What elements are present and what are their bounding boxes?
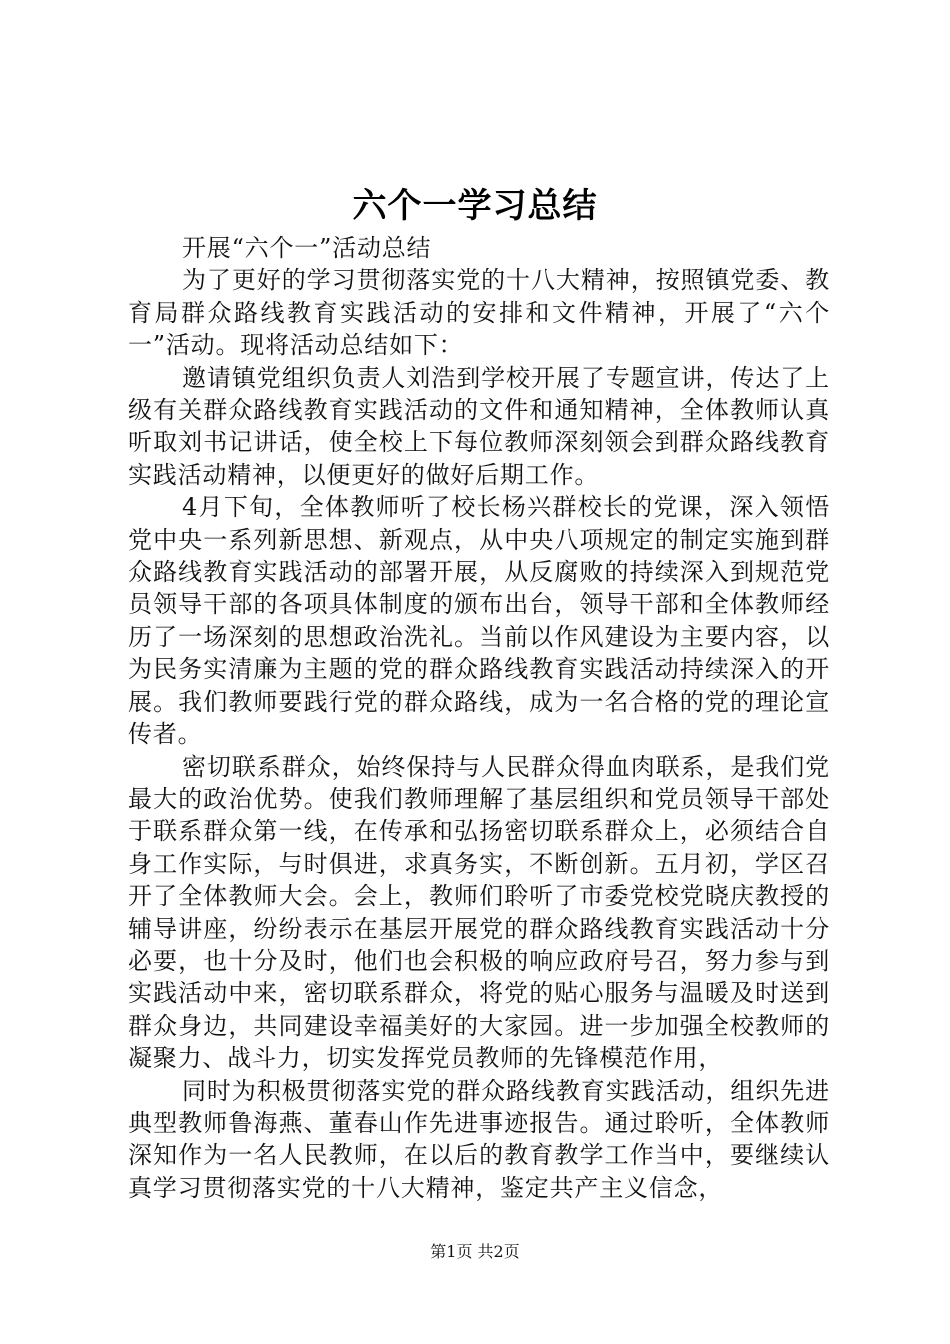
paragraph-model-report: 同时为积极贯彻落实党的群众路线教育实践活动，组织先进典型教师鲁海燕、董春山作先进事迹报告。通过聆听，全体教师深知作为一名人民教师，在以后的教育教学工作当中，要继续认真学习贯彻落实党的十八大精神，鉴定共产主义信念，	[128, 1076, 830, 1202]
paragraph-intro: 为了更好的学习贯彻落实党的十八大精神，按照镇党委、教育局群众路线教育实践活动的安排和文件精神，开展了“六个一”活动。现将活动总结如下：	[128, 266, 830, 360]
paragraph-contact-masses: 密切联系群众，始终保持与人民群众得血肉联系，是我们党最大的政治优势。使我们教师理解了基层组织和党员领导干部处于联系群众第一线，在传承和弘扬密切联系群众上，必须结合自身工作实际，与时俱进，求真务实，不断创新。五月初，学区召开了全体教师大会。会上，教师们聆听了市委党校党晓庆教授的辅导讲座，纷纷表示在基层开展党的群众路线教育实践活动十分必要，也十分及时，他们也会积极的响应政府号召，努力参与到实践活动中来，密切联系群众，将党的贴心服务与温暖及时送到群众身边，共同建设幸福美好的大家园。进一步加强全校教师的凝聚力、战斗力，切实发挥党员教师的先锋模范作用，	[128, 752, 830, 1073]
paragraph-subtitle: 开展“六个一”活动总结	[182, 234, 432, 262]
paragraph-party-lesson: 4月下旬，全体教师听了校长杨兴群校长的党课，深入领悟党中央一系列新思想、新观点，从中央八项规定的制定实施到群众路线教育实践活动的部署开展，从反腐败的持续深入到规范党员领导干部的各项具体制度的颁布出台，领导干部和全体教师经历了一场深刻的思想政治洗礼。当前以作风建设为主要内容，以为民务实清廉为主题的党的群众路线教育实践活动持续深入的开展。我们教师要践行党的群众路线，成为一名合格的党的理论宣传者。	[128, 493, 830, 749]
page-number-footer: 第1页 共2页	[430, 1242, 520, 1261]
document-body	[128, 232, 830, 1204]
document-title: 六个一学习总结	[352, 186, 598, 226]
paragraph-lecture: 邀请镇党组织负责人刘浩到学校开展了专题宣讲，传达了上级有关群众路线教育实践活动的文件和通知精神，全体教师认真听取刘书记讲话，使全校上下每位教师深刻领会到群众路线教育实践活动精神，以便更好的做好后期工作。	[128, 363, 830, 489]
